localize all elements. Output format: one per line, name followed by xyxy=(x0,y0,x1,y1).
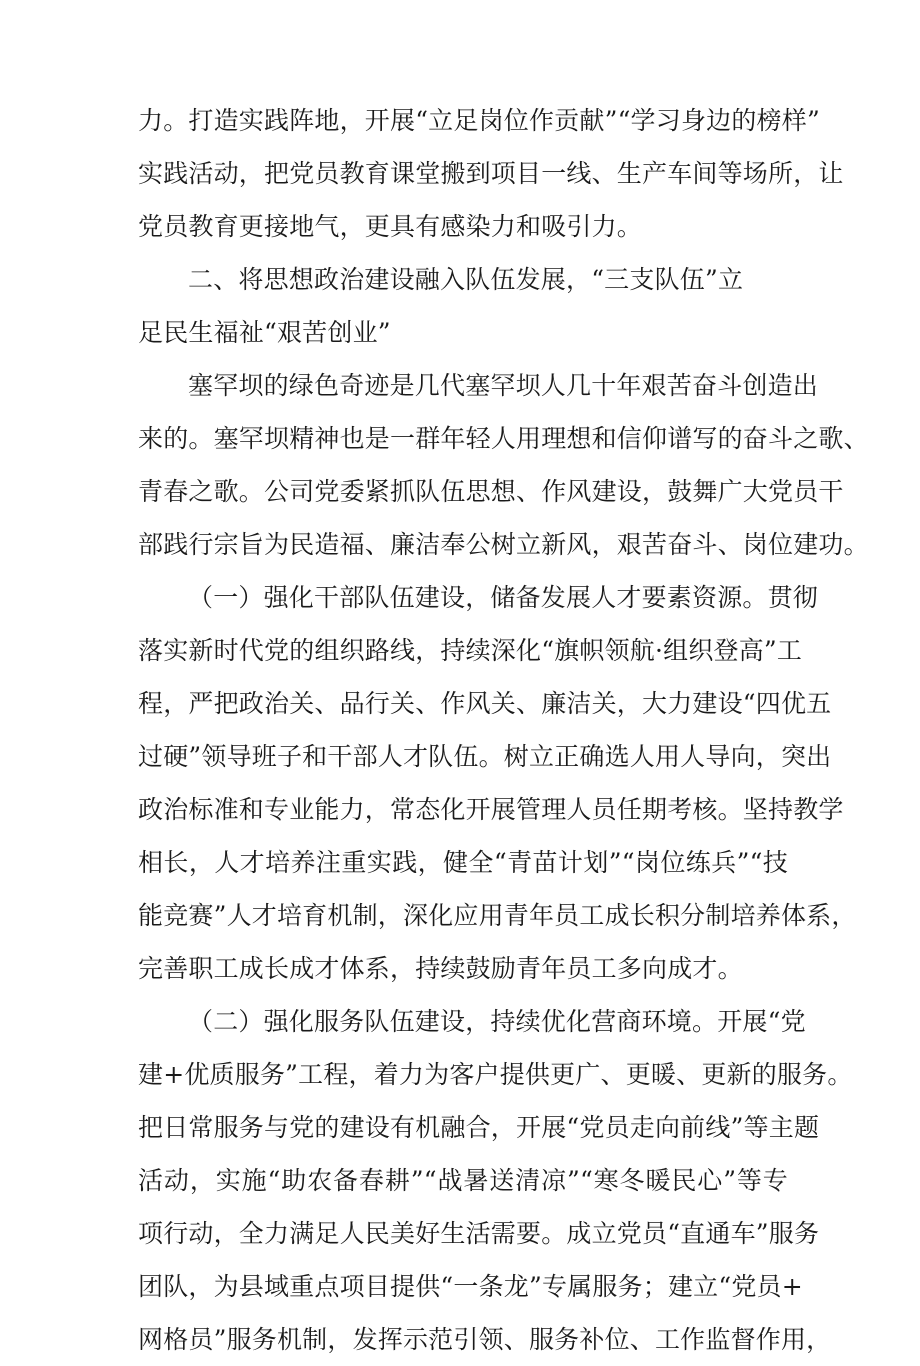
paragraph xyxy=(138,995,853,1366)
text-line: 落实新时代党的组织路线，持续深化“旗帜领航·组织登高”工 xyxy=(138,636,803,665)
text-line: 网格员”服务机制，发挥示范引领、服务补位、工作监督作用， xyxy=(138,1325,832,1354)
section-heading xyxy=(138,253,788,359)
text-line: （二）强化服务队伍建设，持续优化营商环境。开展“党 xyxy=(188,1007,806,1036)
text-line: 力。打造实践阵地，开展“立足岗位作贡献”“学习身边的榜样” xyxy=(138,106,820,135)
paragraph xyxy=(138,571,857,995)
text-line: 塞罕坝的绿色奇迹是几代塞罕坝人几十年艰苦奋斗创造出 xyxy=(188,371,819,400)
text-line: 活动，实施“助农备春耕”“战暑送清凉”“寒冬暖民心”等专 xyxy=(138,1166,788,1195)
text-line: 完善职工成长成才体系，持续鼓励青年员工多向成才。 xyxy=(138,954,743,983)
heading-line: 二、将思想政治建设融入队伍发展，“三支队伍”立 xyxy=(188,265,744,294)
text-line: 建+优质服务”工程，着力为客户提供更广、更暖、更新的服务。 xyxy=(138,1060,853,1089)
text-line: 来的。塞罕坝精神也是一群年轻人用理想和信仰谱写的奋斗之歌、 xyxy=(138,424,869,453)
paragraph xyxy=(138,94,844,253)
text-column xyxy=(138,94,869,1366)
text-line: 实践活动，把党员教育课堂搬到项目一线、生产车间等场所，让 xyxy=(138,159,844,188)
text-line: 政治标准和专业能力，常态化开展管理人员任期考核。坚持教学 xyxy=(138,795,844,824)
text-line: （一）强化干部队伍建设，储备发展人才要素资源。贯彻 xyxy=(188,583,819,612)
text-line: 党员教育更接地气，更具有感染力和吸引力。 xyxy=(138,212,643,241)
text-line: 相长，人才培养注重实践，健全“青苗计划”“岗位练兵”“技 xyxy=(138,848,788,877)
text-line: 青春之歌。公司党委紧抓队伍思想、作风建设，鼓舞广大党员干 xyxy=(138,477,844,506)
text-line: 部践行宗旨为民造福、廉洁奉公树立新风，艰苦奋斗、岗位建功。 xyxy=(138,530,869,559)
paragraph xyxy=(138,359,869,571)
text-line: 程，严把政治关、品行关、作风关、廉洁关，大力建设“四优五 xyxy=(138,689,832,718)
text-line: 过硬”领导班子和干部人才队伍。树立正确选人用人导向，突出 xyxy=(138,742,832,771)
text-line: 把日常服务与党的建设有机融合，开展“党员走向前线”等主题 xyxy=(138,1113,820,1142)
text-line: 团队，为县域重点项目提供“一条龙”专属服务；建立“党员+ xyxy=(138,1272,803,1301)
heading-line: 足民生福祉“艰苦创业” xyxy=(138,318,391,347)
text-line: 项行动，全力满足人民美好生活需要。成立党员“直通车”服务 xyxy=(138,1219,820,1248)
text-line: 能竞赛”人才培育机制，深化应用青年员工成长积分制培养体系， xyxy=(138,901,857,930)
